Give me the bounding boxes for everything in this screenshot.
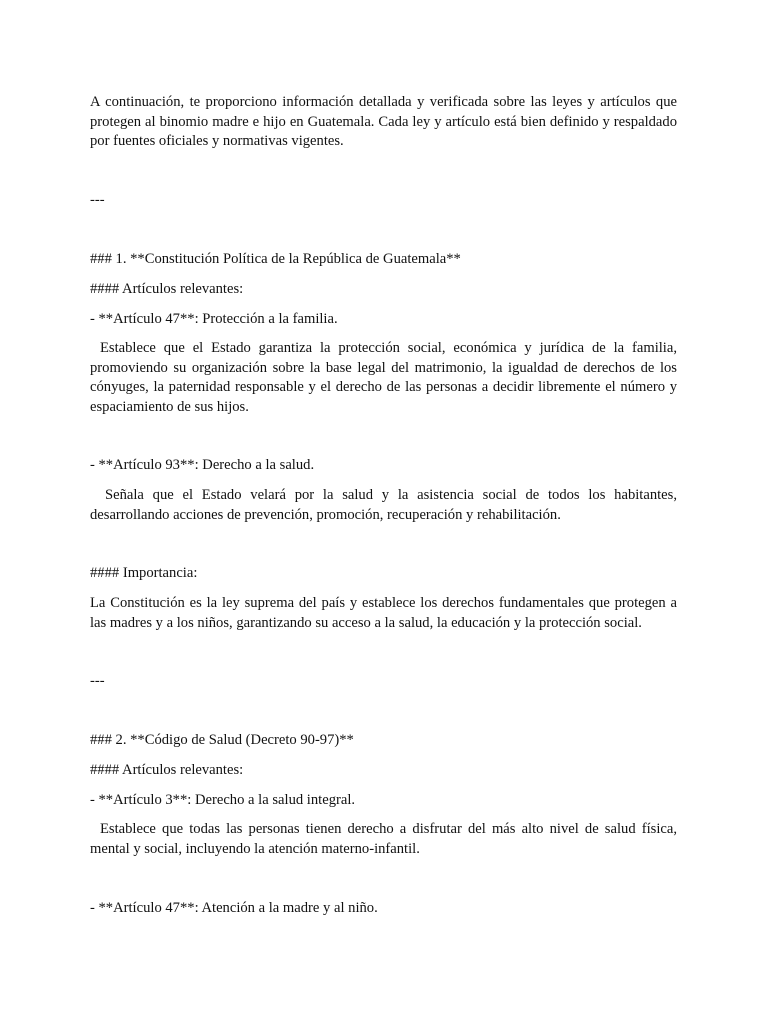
article-93-title: - **Artículo 93**: Derecho a la salud. [90, 457, 315, 473]
separator: --- [90, 673, 105, 689]
article-47-title: - **Artículo 47**: Protección a la familia. [90, 311, 338, 327]
separator: --- [90, 192, 105, 208]
section-2-heading: ### 2. **Código de Salud (Decreto 90-97)** [90, 732, 354, 748]
article-47-text: Establece que el Estado garantiza la protección social, económica y jurídica de la familia, promoviendo su organización sobre la base legal del matrimonio, la igualdad de derechos de los cónyuges, la paternidad responsable y el derecho de las personas a decidir libremente el número y espaciamiento de sus hijos. [90, 340, 677, 415]
section-2-subheading: #### Artículos relevantes: [90, 762, 244, 778]
section-1-heading: ### 1. **Constitución Política de la República de Guatemala** [90, 251, 461, 267]
article-3-text: Establece que todas las personas tienen derecho a disfrutar del más alto nivel de salud física, mental y social, incluyendo la atención materno-infantil. [90, 821, 677, 857]
importance-text: La Constitución es la ley suprema del país y establece los derechos fundamentales que protegen a las madres y a los niños, garantizando su acceso a la salud, la educación y la protección social. [90, 595, 677, 631]
article-47-health-title: - **Artículo 47**: Atención a la madre y al niño. [90, 900, 378, 916]
article-93-text: Señala que el Estado velará por la salud y la asistencia social de todos los habitantes, desarrollando acciones de prevención, promoción, recuperación y rehabilitación. [90, 487, 677, 523]
article-3-title: - **Artículo 3**: Derecho a la salud integral. [90, 792, 356, 808]
section-1-subheading: #### Artículos relevantes: [90, 281, 244, 297]
importance-heading: #### Importancia: [90, 565, 198, 581]
intro-paragraph: A continuación, te proporciono información detallada y verificada sobre las leyes y artículos que protegen al binomio madre e hijo en Guatemala. Cada ley y artículo está bien definido y respaldado por fuentes oficiales y normativas vigentes. [90, 94, 677, 149]
